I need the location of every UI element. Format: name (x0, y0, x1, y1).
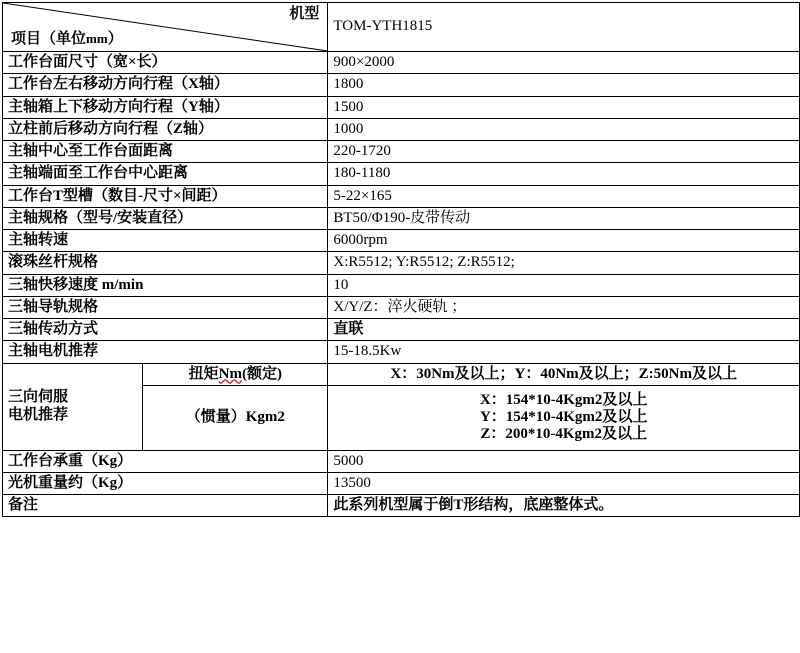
row-value: 220-1720 (328, 141, 800, 163)
row-label: 工作台承重（Kg） (3, 450, 328, 472)
row-value: 1500 (328, 96, 800, 118)
specification-table (2, 2, 800, 517)
row-value: 13500 (328, 472, 800, 494)
row-label: 备注 (3, 495, 328, 517)
row-value: 5000 (328, 450, 800, 472)
servo-torque-row (3, 363, 800, 385)
table-row (3, 472, 800, 494)
row-label: 主轴中心至工作台面距离 (3, 141, 328, 163)
servo-torque-value: X：30Nm及以上；Y：40Nm及以上；Z:50Nm及以上 (328, 363, 800, 385)
table-row (3, 252, 800, 274)
servo-torque-label: 扭矩Nm(额定) (143, 363, 328, 385)
table-header-row (3, 3, 800, 52)
row-label: 工作台面尺寸（宽×长） (3, 52, 328, 74)
table-row (3, 319, 800, 341)
row-label: 三轴快移速度 m/min (3, 274, 328, 296)
servo-label-line1: 三向伺服 (8, 389, 69, 406)
table-row (3, 118, 800, 140)
table-row (3, 296, 800, 318)
row-value: BT50/Φ190-皮带传动 (328, 207, 800, 229)
row-value: 6000rpm (328, 230, 800, 252)
row-label: 主轴转速 (3, 230, 328, 252)
row-value: 900×2000 (328, 52, 800, 74)
header-model-label: 机型 (289, 6, 320, 22)
row-label: 工作台左右移动方向行程（X轴） (3, 74, 328, 96)
header-item-label: 项目（单位mm） (11, 30, 123, 47)
row-value: 10 (328, 274, 800, 296)
servo-inertia-x: X：154*10-4Kgm2及以上 (479, 391, 648, 408)
table-row (3, 163, 800, 185)
row-label: 三轴导轨规格 (3, 296, 328, 318)
row-label: 滚珠丝杆规格 (3, 252, 328, 274)
table-row (3, 341, 800, 363)
table-row (3, 52, 800, 74)
table-row (3, 141, 800, 163)
table-row (3, 207, 800, 229)
row-value: 1800 (328, 74, 800, 96)
row-label: 主轴端面至工作台中心距离 (3, 163, 328, 185)
table-row (3, 274, 800, 296)
row-value: 此系列机型属于倒T形结构，底座整体式。 (328, 495, 800, 517)
row-value: X/Y/Z：淬火硬轨 ； (328, 296, 800, 318)
row-label: 主轴电机推荐 (3, 341, 328, 363)
row-value: 1000 (328, 118, 800, 140)
header-diagonal-cell (3, 3, 328, 52)
servo-label-line2: 电机推荐 (8, 406, 69, 423)
servo-inertia-z: Z：200*10-4Kgm2及以上 (480, 426, 648, 443)
table-row (3, 96, 800, 118)
table-row (3, 495, 800, 517)
row-label: 光机重量约（Kg） (3, 472, 328, 494)
row-value: 15-18.5Kw (328, 341, 800, 363)
table-row (3, 230, 800, 252)
row-value: 5-22×165 (328, 185, 800, 207)
row-label: 工作台T型槽（数目-尺寸×间距） (3, 185, 328, 207)
servo-group-label (3, 363, 143, 450)
row-label: 主轴箱上下移动方向行程（Y轴） (3, 96, 328, 118)
servo-inertia-values (328, 385, 800, 450)
row-label: 三轴传动方式 (3, 319, 328, 341)
spec-sheet (0, 2, 800, 653)
table-row (3, 185, 800, 207)
servo-inertia-label: （惯量）Kgm2 (143, 385, 328, 450)
header-model-value: TOM-YTH1815 (328, 3, 800, 52)
row-value: 180-1180 (328, 163, 800, 185)
row-value: X:R5512; Y:R5512; Z:R5512; (328, 252, 800, 274)
table-row (3, 450, 800, 472)
row-value: 直联 (328, 319, 800, 341)
row-label: 立柱前后移动方向行程（Z轴） (3, 118, 328, 140)
table-row (3, 74, 800, 96)
row-label: 主轴规格（型号/安装直径） (3, 207, 328, 229)
servo-inertia-y: Y：154*10-4Kgm2及以上 (479, 409, 648, 425)
